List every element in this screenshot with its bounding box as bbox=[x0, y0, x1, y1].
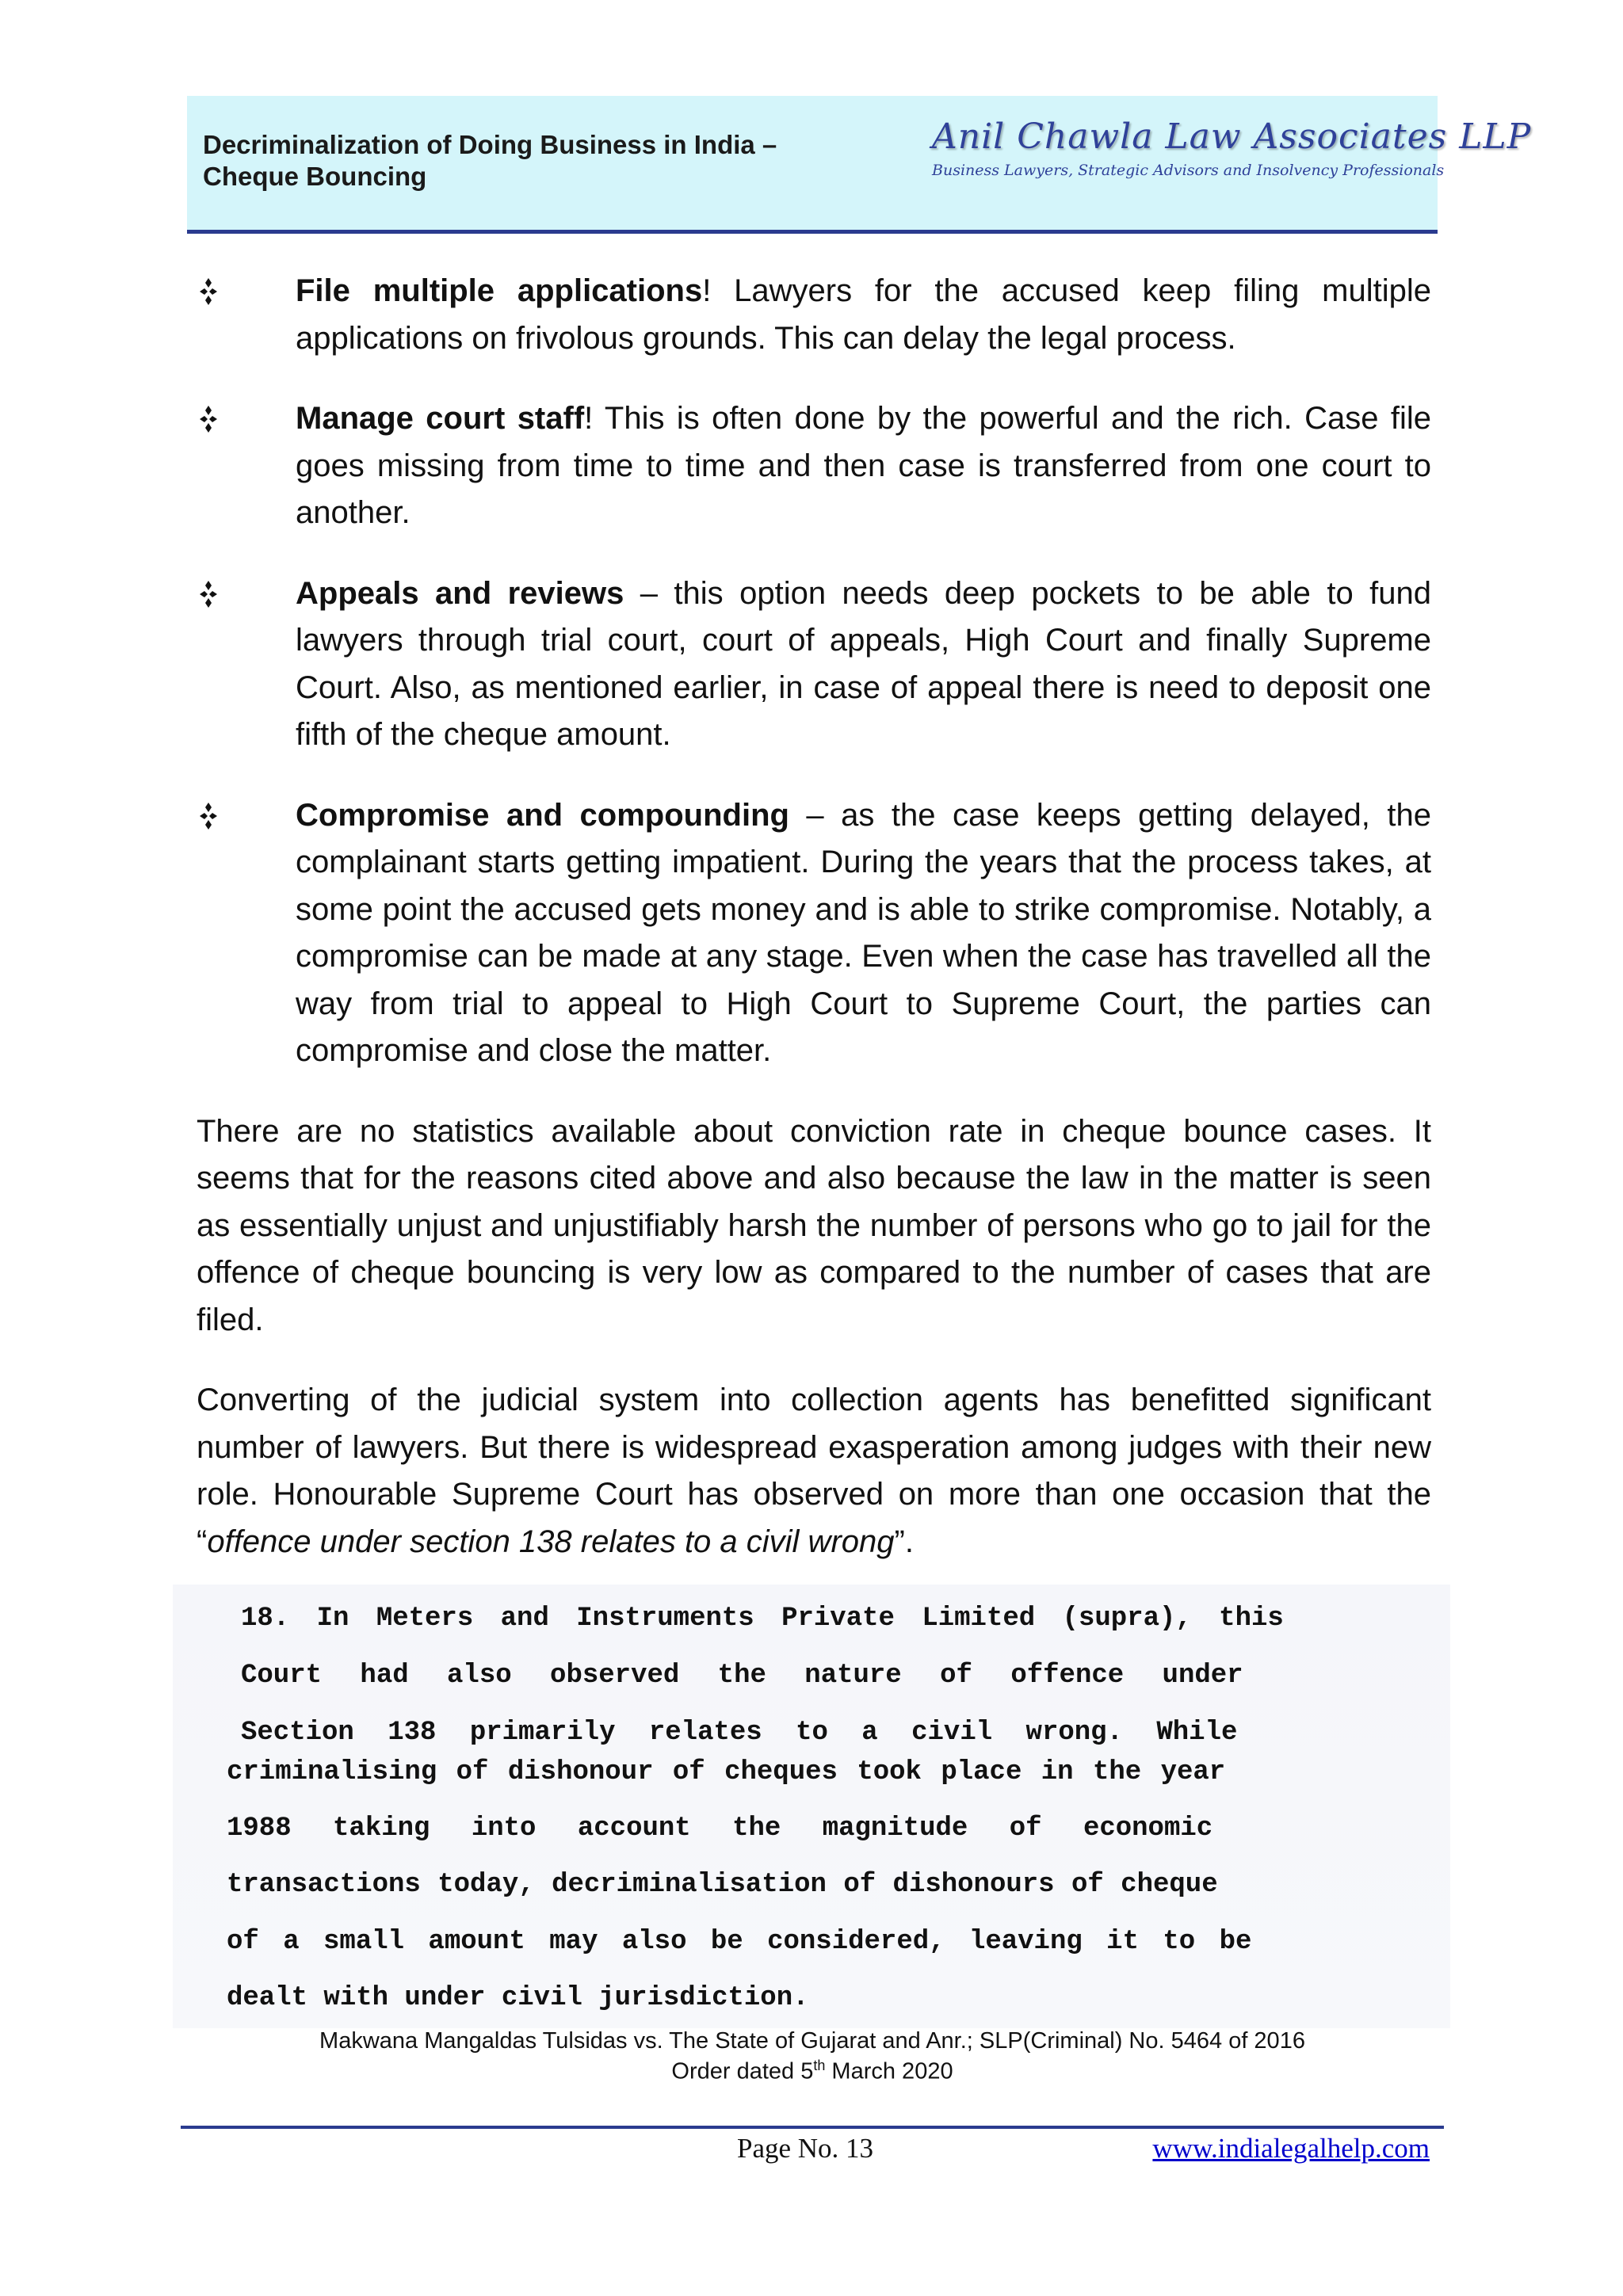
document-title-line-2: Cheque Bouncing bbox=[203, 162, 427, 191]
citation-date-text: Order dated 5 bbox=[671, 2058, 814, 2084]
diamond-bullet-icon bbox=[197, 578, 220, 610]
bullet-text bbox=[296, 570, 1431, 759]
document-title bbox=[203, 129, 777, 193]
judgment-excerpt-image bbox=[173, 1585, 1450, 2028]
bullet-heading: Compromise and compounding bbox=[296, 797, 789, 833]
excerpt-line: criminalising of dishonour of cheques took place in the year bbox=[227, 1757, 1226, 1787]
page-number: Page No. 13 bbox=[737, 2133, 874, 2164]
footer-divider bbox=[181, 2126, 1444, 2129]
bullet-heading: File multiple applications bbox=[296, 273, 703, 308]
document-title-line-1: Decriminalization of Doing Business in India – bbox=[203, 130, 777, 159]
bullet-body: – this option needs deep pockets to be able to fund lawyers through trial court, court of appeals, High Court and finally Supreme Court. Also, as mentioned earlier, in case of appeal there is need to deposit one fifth of the cheque amount. bbox=[296, 575, 1431, 752]
diamond-bullet-icon bbox=[197, 403, 220, 435]
firm-logo-tagline: Business Lawyers, Strategic Advisors and Insolvency Professionals bbox=[932, 162, 1445, 179]
firm-logo-name: Anil Chawla Law Associates LLP bbox=[932, 116, 1532, 157]
paragraph-text-end: ”. bbox=[894, 1524, 914, 1559]
bullet-heading: Appeals and reviews bbox=[296, 575, 624, 611]
excerpt-line: of a small amount may also be considered, leaving it to be bbox=[227, 1927, 1252, 1957]
page-content bbox=[197, 268, 1431, 1599]
firm-logo bbox=[932, 116, 1532, 179]
bullet-heading: Manage court staff bbox=[296, 401, 585, 436]
page-header bbox=[187, 96, 1532, 234]
excerpt-line: 1988 taking into account the magnitude of economic bbox=[227, 1814, 1213, 1844]
website-link[interactable]: www.indialegalhelp.com bbox=[1152, 2133, 1430, 2164]
citation-date-ordinal: th bbox=[813, 2058, 826, 2073]
bullet-text bbox=[296, 792, 1431, 1075]
excerpt-line: Court had also observed the nature of offence under bbox=[241, 1661, 1243, 1691]
bullet-body: ! This is often done by the powerful and the rich. Case file goes missing from time to time and then case is transferred from one court to another. bbox=[296, 401, 1432, 530]
citation-caption: Makwana Mangaldas Tulsidas vs. The State of Gujarat and Anr.; SLP(Criminal) No. 5464 of 2016 bbox=[319, 2028, 1305, 2054]
bullet-text bbox=[296, 395, 1431, 537]
paragraph-conviction-rate: There are no statistics available about conviction rate in cheque bounce cases. It seems that for the reasons cited above and also because the law in the matter is seen as essentially unjust and unjustifiably harsh the number of persons who go to jail for the offence of cheque bouncing is very low as compared to the number of cases that are filed. bbox=[197, 1113, 1431, 1337]
bullet-item bbox=[197, 570, 1431, 759]
excerpt-line: 18. In Meters and Instruments Private Limited (supra), this bbox=[241, 1604, 1284, 1634]
paragraph-judicial-system bbox=[197, 1377, 1431, 1566]
bullet-item bbox=[197, 395, 1431, 537]
paragraph-text: Converting of the judicial system into collection agents has benefitted significant number of lawyers. But there is widespread exasperation among judges with their new role. Honourable Supreme Court has observed on more than one occasion that the “ bbox=[197, 1383, 1431, 1559]
bullet-item bbox=[197, 268, 1431, 362]
bullet-body: – as the case keeps getting delayed, the complainant starts getting impatient. During the years that the process takes, at some point the accused gets money and is able to strike compromise. Notably, a compromise can be made at any stage. Even when the case has travelled all the way from trial to appeal to High Court to Supreme Court, the parties can compromise and close the matter. bbox=[296, 797, 1431, 1068]
diamond-bullet-icon bbox=[197, 276, 220, 307]
bullet-text bbox=[296, 268, 1431, 362]
quoted-phrase: offence under section 138 relates to a civil wrong bbox=[207, 1524, 895, 1559]
citation-date-month: March 2020 bbox=[825, 2058, 953, 2084]
bullet-body: ! Lawyers for the accused keep filing multiple applications on frivolous grounds. This can delay the legal process. bbox=[296, 273, 1431, 356]
diamond-bullet-icon bbox=[197, 800, 220, 832]
excerpt-line: Section 138 primarily relates to a civil wrong. While bbox=[241, 1718, 1238, 1748]
bullet-item bbox=[197, 792, 1431, 1075]
excerpt-line: transactions today, decriminalisation of dishonours of cheque bbox=[227, 1870, 1218, 1900]
citation-date bbox=[187, 2058, 1438, 2085]
excerpt-line: dealt with under civil jurisdiction. bbox=[227, 1983, 809, 2013]
